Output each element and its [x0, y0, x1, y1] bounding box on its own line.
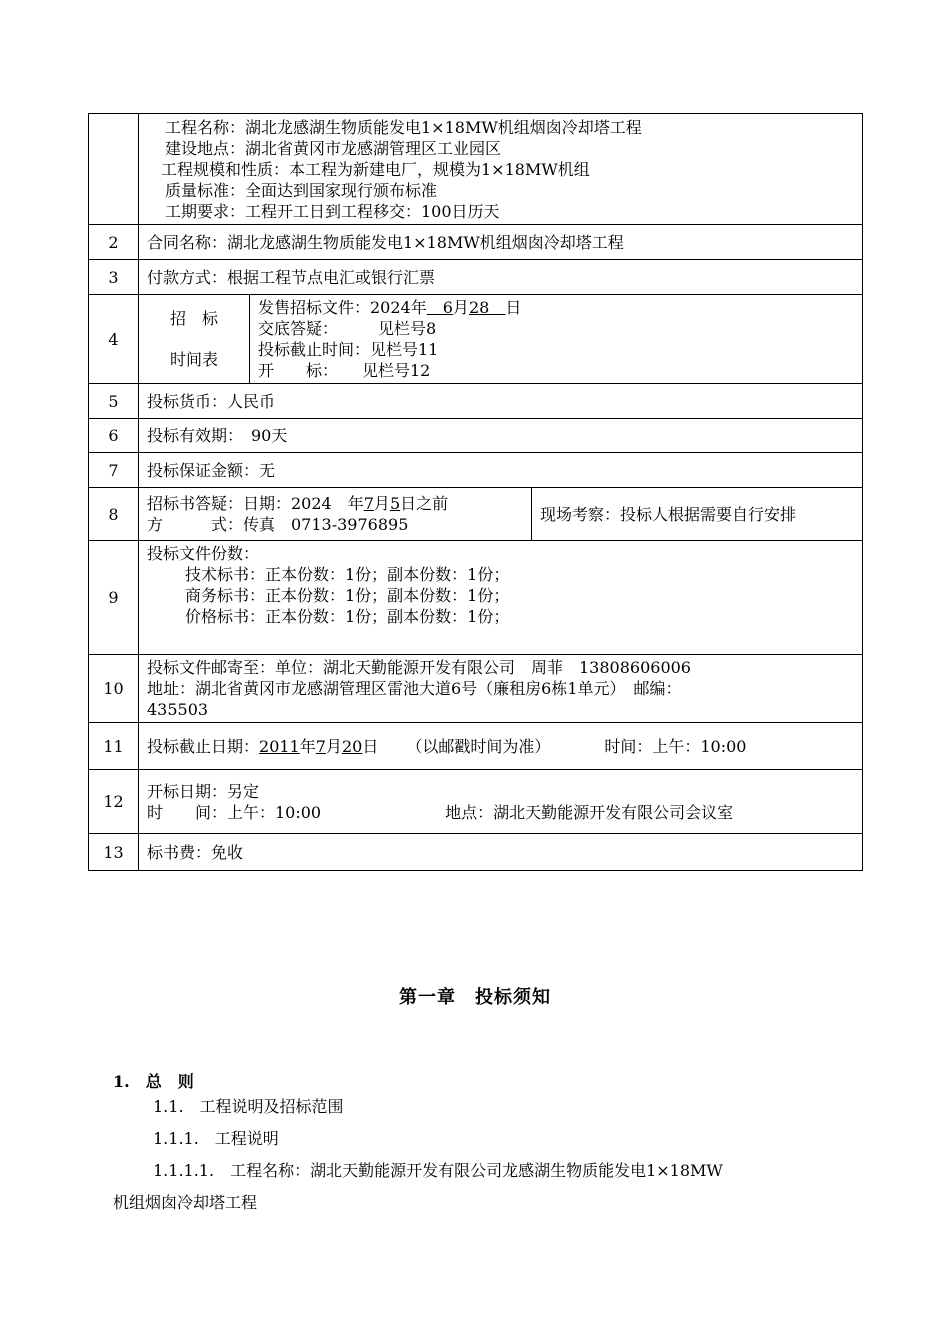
bid-schedule-subtable: [139, 295, 862, 383]
site-visit-cell: [532, 488, 863, 540]
row-number: 11: [89, 723, 139, 770]
sale-date: 发售招标文件：2024年 6月28 日: [258, 298, 522, 317]
table-row: [89, 541, 863, 655]
briefing: 交底答疑： 见栏号8: [258, 319, 437, 338]
clarification-cell: [139, 488, 532, 540]
schedule-requirement: 工期要求：工程开工日到工程移交：100日历天: [165, 201, 500, 221]
section-1-1-1: 1.1.1. 工程说明: [153, 1129, 279, 1148]
row-number: 2: [89, 225, 139, 260]
table-row: [89, 488, 863, 541]
project-scale: 工程规模和性质：本工程为新建电厂，规模为1×18MW机组: [161, 159, 590, 179]
bid-info-table: [88, 113, 863, 871]
row-number: 4: [89, 295, 139, 384]
postmark-note: （以邮戳时间为准）: [406, 736, 551, 756]
table-row: [89, 295, 863, 384]
mail-address: 地址：湖北省黄冈市龙感湖管理区雷池大道6号（廉租房6栋1单元） 邮编：: [147, 679, 682, 698]
table-row: [89, 225, 863, 260]
table-row: [89, 453, 863, 488]
opening-time-place: [147, 802, 854, 823]
bid-deadline-ref: 投标截止时间：见栏号11: [258, 340, 439, 359]
row-number: 3: [89, 260, 139, 295]
table-row: [89, 655, 863, 723]
section-general: 1. 总 则: [113, 1072, 194, 1091]
chapter-title: 第一章 投标须知: [399, 987, 551, 1008]
postal-code: 435503: [147, 700, 209, 719]
deadline-time: 时间：上午：10:00: [604, 736, 747, 756]
quality-standard: 质量标准：全面达到国家现行颁布标准: [165, 180, 438, 200]
construction-site: 建设地点：湖北省黄冈市龙感湖管理区工业园区: [165, 138, 502, 158]
payment-method: 付款方式：根据工程节点电汇或银行汇票: [147, 267, 436, 287]
schedule-label-top: 招 标: [169, 309, 218, 328]
row-number: 6: [89, 419, 139, 453]
bid-opening-ref: 开 标： 见栏号12: [258, 361, 431, 380]
table-row: [89, 723, 863, 770]
bid-copies-title: 投标文件份数：: [147, 544, 260, 563]
table-row: [89, 384, 863, 419]
document-fee: 标书费：免收: [147, 842, 244, 862]
row-number: 10: [89, 655, 139, 723]
schedule-label: [139, 295, 250, 383]
row-number: 7: [89, 453, 139, 488]
schedule-label-bottom: 时间表: [169, 350, 218, 369]
schedule-details: [250, 295, 863, 383]
opening-time: 时 间：上午：10:00: [147, 802, 322, 822]
row-number: 12: [89, 770, 139, 834]
clarification-subtable: [139, 488, 862, 540]
section-1-1-1-1-cont: 机组烟囱冷却塔工程: [113, 1193, 258, 1212]
row-number: [89, 114, 139, 225]
row-number: 13: [89, 834, 139, 871]
table-row: [89, 834, 863, 871]
row-number: 8: [89, 488, 139, 541]
project-name: 工程名称：湖北龙感湖生物质能发电1×18MW机组烟囱冷却塔工程: [165, 117, 642, 137]
row-number: 9: [89, 541, 139, 655]
opening-date: 开标日期：另定: [147, 781, 260, 801]
mail-to: 投标文件邮寄至：单位：湖北天勤能源开发有限公司 周菲 13808606006: [147, 658, 691, 677]
section-1-1-1-1: 1.1.1.1. 工程名称：湖北天勤能源开发有限公司龙感湖生物质能发电1×18MW: [153, 1161, 723, 1180]
section-1-1: 1.1. 工程说明及招标范围: [153, 1097, 344, 1116]
table-row: [89, 114, 863, 225]
opening-place: 地点：湖北天勤能源开发有限公司会议室: [445, 802, 734, 822]
row-number: 5: [89, 384, 139, 419]
table-row: [89, 260, 863, 295]
project-info-cell: [139, 114, 863, 225]
bid-bond: 投标保证金额：无: [147, 460, 276, 480]
price-copies: 价格标书：正本份数：1份；副本份数：1份；: [185, 607, 510, 626]
commercial-copies: 商务标书：正本份数：1份；副本份数：1份；: [185, 586, 510, 605]
bid-currency: 投标货币：人民币: [147, 391, 276, 411]
bid-deadline: 投标截止日期：2011年7月20日 （以邮戳时间为准） 时间：上午：10:00: [147, 736, 747, 756]
clarification-fax: 方 式：传真 0713-3976895: [147, 515, 409, 534]
clarification-date: 招标书答疑：日期：2024 年7月5日之前: [147, 494, 449, 513]
site-visit: 现场考察：投标人根据需要自行安排: [540, 504, 797, 524]
bid-validity: 投标有效期： 90天: [147, 426, 288, 445]
table-row: [89, 419, 863, 453]
contract-name: 合同名称：湖北龙感湖生物质能发电1×18MW机组烟囱冷却塔工程: [147, 232, 624, 252]
technical-copies: 技术标书：正本份数：1份；副本份数：1份；: [185, 565, 510, 584]
table-row: [89, 770, 863, 834]
